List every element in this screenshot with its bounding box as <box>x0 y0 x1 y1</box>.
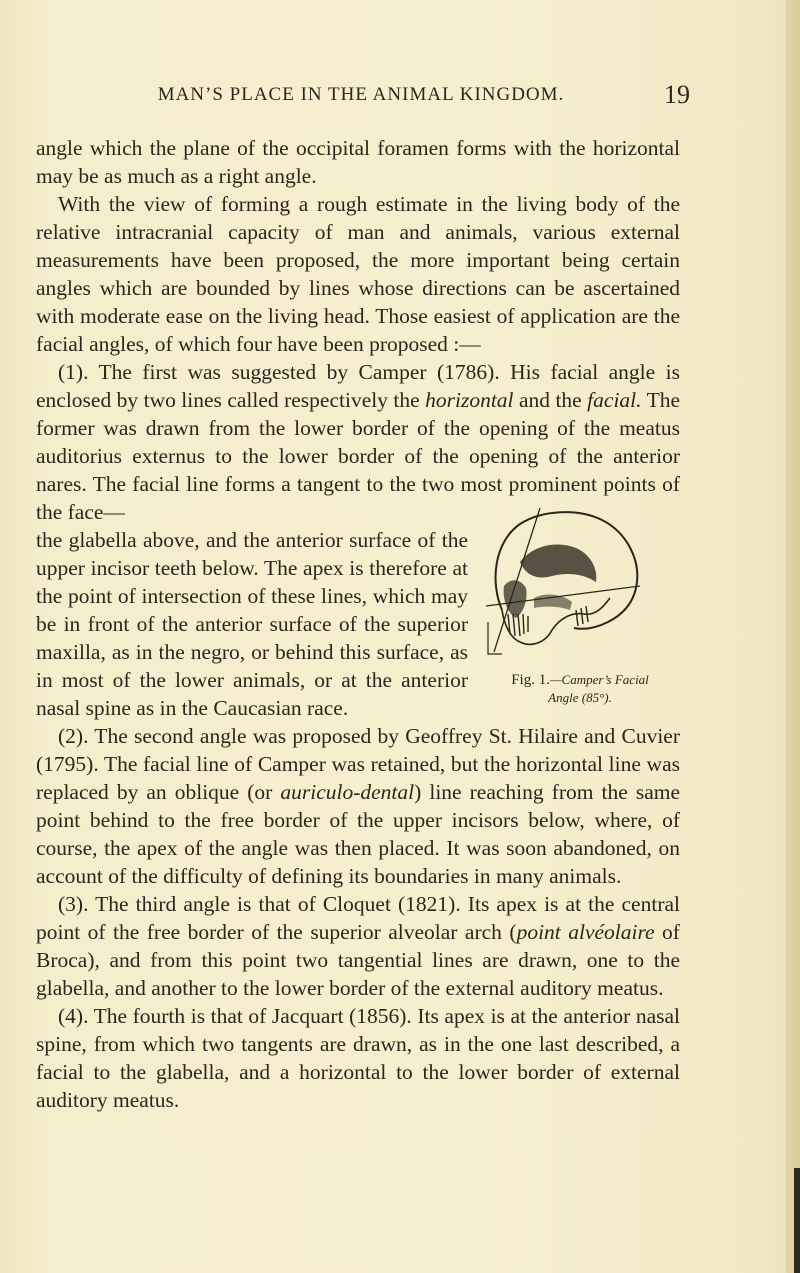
page-edge-mark <box>794 1168 800 1273</box>
text-run: (2). The second angle was proposed by Geoffrey St. Hilaire and Cuvier (1795). The facial line of Camper was retained, but the horizontal line was replaced by an oblique (or <box>36 724 680 804</box>
figure-caption-angle-word: Angle <box>548 690 579 705</box>
page-edge <box>786 0 800 1273</box>
paragraph-cloquet <box>36 890 680 1002</box>
paragraph-jacquart: (4). The fourth is that of Jacquart (1856). Its apex is at the anterior nasal spine, from which two tangents are drawn, as in the one last described, a facial to the glabella, and a horizontal to the lower border of external auditory meatus. <box>36 1004 680 1112</box>
term-horizontal: horizontal <box>425 388 514 412</box>
term-facial: facial. <box>587 388 642 412</box>
paragraph-camper-wrapped: the glabella above, and the anterior surface of the upper incisor teeth below. The apex is therefore at the point of intersection of these lines, which may be in front of the anterior surface of the superior maxilla, as in the negro, or behind this surface, as in most of the lower animals, or at the anterior nasal spine as in the Caucasian race. <box>36 528 468 720</box>
text-run: The former was drawn from the lower border of the opening of the meatus auditorius externus to the lower border of the opening of the anterior nares. The facial line forms a tangent to the two most prominent points of the face— <box>36 388 680 524</box>
term-point-alveolaire: point alvéolaire <box>516 920 655 944</box>
paragraph-camper <box>36 358 680 526</box>
figure-caption-angle-value: (85°). <box>581 690 612 705</box>
figure-caption-title: —Camper’s Facial <box>549 672 649 687</box>
figure-camper-facial-angle <box>480 502 680 706</box>
paragraph-hilaire <box>36 722 680 890</box>
figure-label: Fig. 1. <box>511 672 550 688</box>
page-number: 19 <box>664 80 690 109</box>
term-auriculo-dental: auriculo-dental <box>280 780 415 804</box>
paragraph-continuation: angle which the plane of the occipital foramen forms with the horizontal may be as much as a right angle. <box>36 136 680 188</box>
skull-shading <box>520 544 596 582</box>
text-run: of Broca), and from this point two tangential lines are drawn, one to the glabella, and another to the lower border of the external auditory meatus. <box>36 920 680 1000</box>
text-run: (3). The third angle is that of Cloquet (1821). Its apex is at the central point of the free border of the superior alveolar arch ( <box>36 892 680 944</box>
facial-line <box>494 508 540 652</box>
paragraph-intro: With the view of forming a rough estimate in the living body of the relative intracranial capacity of man and animals, various external measurements have been proposed, the more important being certain angles which are bounded by lines whose directions can be ascertained with moderate ease on the living head. Those easiest of application are the facial angles, of which four have been proposed :— <box>36 192 680 356</box>
skull-illustration <box>480 502 650 667</box>
text-run: (1). The first was suggested by Camper (1786). His facial angle is enclosed by two lines called respectively the <box>36 360 680 412</box>
text-run: ) line reaching from the same point behind to the free border of the upper incisors below, where, of course, the apex of the angle was then placed. It was soon abandoned, on account of the difficulty of defining its boundaries in many animals. <box>36 780 680 888</box>
figure-caption <box>480 671 680 706</box>
running-title: MAN’S PLACE IN THE ANIMAL KINGDOM. <box>157 84 565 105</box>
text-run: and the <box>513 388 588 412</box>
